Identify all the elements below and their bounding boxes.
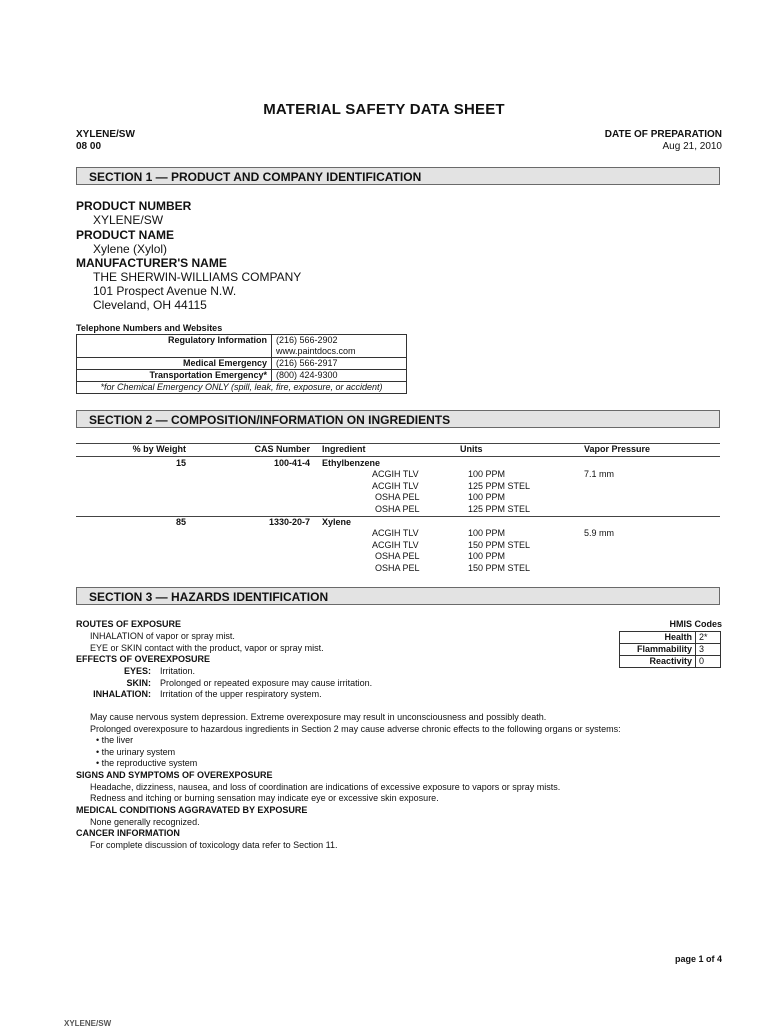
limit-agency: ACGIH TLV [372, 469, 419, 479]
header-product-code: XYLENE/SW [76, 129, 135, 140]
hmis-value: 2* [696, 632, 721, 644]
date-label: DATE OF PREPARATION [604, 129, 722, 140]
product-name-value: Xylene (Xylol) [93, 242, 168, 256]
section-2-heading: SECTION 2 — COMPOSITION/INFORMATION ON INGREDIENTS [76, 410, 720, 428]
telephone-row [77, 335, 407, 358]
col-header-units: Units [460, 444, 483, 454]
product-number-value: XYLENE/SW [93, 213, 164, 227]
limit-agency: OSHA PEL [375, 504, 420, 514]
general-line: May cause nervous system depression. Extreme overexposure may result in unconsciousness and possibly death. [90, 712, 547, 722]
limit-value: 125 PPM STEL [468, 504, 531, 514]
ingredient-cell: Xylene [322, 517, 352, 527]
routes-line: EYE or SKIN contact with the product, vapor or spray mist. [90, 643, 324, 653]
telephone-label: Transportation Emergency* [77, 370, 272, 382]
hmis-value: 0 [696, 656, 721, 668]
cancer-label: CANCER INFORMATION [76, 828, 180, 838]
document-title: MATERIAL SAFETY DATA SHEET [263, 101, 505, 118]
general-line: Prolonged overexposure to hazardous ingredients in Section 2 may cause adverse chronic effects to the following organs or systems: [90, 724, 621, 734]
date-value: Aug 21, 2010 [662, 141, 722, 152]
manufacturer-label: MANUFACTURER'S NAME [76, 256, 227, 270]
vapor-pressure-cell: 5.9 mm [584, 528, 615, 538]
limit-value: 150 PPM STEL [468, 540, 531, 550]
hmis-label: Reactivity [620, 656, 696, 668]
section-3-heading: SECTION 3 — HAZARDS IDENTIFICATION [76, 587, 720, 605]
effect-inhalation-text: Irritation of the upper respiratory system. [160, 689, 322, 699]
manufacturer-line: THE SHERWIN-WILLIAMS COMPANY [93, 270, 302, 284]
hmis-value: 3 [696, 644, 721, 656]
phone-number: (800) 424-9300 [272, 370, 407, 382]
weight-cell: 85 [175, 517, 186, 527]
telephone-note: *for Chemical Emergency ONLY (spill, leak, fire, exposure, or accident) [77, 382, 407, 394]
col-header-cas: CAS Number [254, 444, 310, 454]
product-number-label: PRODUCT NUMBER [76, 199, 192, 213]
signs-line: Headache, dizziness, nausea, and loss of coordination are indications of excessive exposure to vapors or spray mists. [90, 782, 561, 792]
signs-line: Redness and itching or burning sensation may indicate eye or excessive skin exposure. [90, 793, 439, 803]
date-block [605, 129, 722, 153]
telephone-heading: Telephone Numbers and Websites [76, 323, 223, 333]
header-revision: 08 00 [76, 141, 102, 152]
limit-agency: OSHA PEL [375, 492, 420, 502]
limit-value: 150 PPM STEL [468, 563, 531, 573]
telephone-label: Regulatory Information [77, 335, 272, 358]
organ-item: • the urinary system [96, 747, 176, 757]
cas-cell: 100-41-4 [273, 458, 310, 468]
organ-item: • the liver [96, 735, 134, 745]
limit-agency: ACGIH TLV [372, 481, 419, 491]
routes-label: ROUTES OF EXPOSURE [76, 619, 182, 629]
limit-agency: OSHA PEL [375, 551, 420, 561]
product-name-label: PRODUCT NAME [76, 228, 174, 242]
manufacturer-line: Cleveland, OH 44115 [93, 298, 207, 312]
col-header-weight: % by Weight [132, 444, 186, 454]
col-header-vapor-pressure: Vapor Pressure [584, 444, 651, 454]
ingredient-cell: Ethylbenzene [322, 458, 381, 468]
phone-number: (216) 566-2902 [276, 335, 338, 345]
limit-value: 100 PPM [468, 469, 506, 479]
col-header-ingredient: Ingredient [322, 444, 366, 454]
effect-eyes-label: EYES: [123, 666, 151, 676]
limit-agency: OSHA PEL [375, 563, 420, 573]
limit-value: 100 PPM [468, 492, 506, 502]
telephone-note-row [77, 382, 407, 394]
hmis-row [620, 644, 721, 656]
effect-skin-text: Prolonged or repeated exposure may cause irritation. [160, 678, 373, 688]
medical-label: MEDICAL CONDITIONS AGGRAVATED BY EXPOSURE [76, 805, 308, 815]
telephone-label: Medical Emergency [77, 358, 272, 370]
hmis-title: HMIS Codes [669, 619, 722, 629]
header-bottom-rule [76, 456, 720, 457]
effect-inhalation-label: INHALATION: [93, 689, 151, 699]
limit-value: 100 PPM [468, 528, 506, 538]
next-page-header-fragment: XYLENE/SW [64, 1019, 112, 1028]
hmis-row [620, 656, 721, 668]
telephone-table [76, 334, 407, 394]
weight-cell: 15 [175, 458, 186, 468]
hmis-row [620, 632, 721, 644]
telephone-row [77, 358, 407, 370]
phone-number: (216) 566-2917 [272, 358, 407, 370]
organ-item: • the reproductive system [96, 758, 198, 768]
vapor-pressure-cell: 7.1 mm [584, 469, 615, 479]
cancer-text: For complete discussion of toxicology data refer to Section 11. [90, 840, 338, 850]
hmis-label: Flammability [620, 644, 696, 656]
cas-cell: 1330-20-7 [268, 517, 310, 527]
effect-eyes-text: Irritation. [160, 666, 196, 676]
effect-skin-label: SKIN: [126, 678, 151, 688]
limit-value: 100 PPM [468, 551, 506, 561]
limit-agency: ACGIH TLV [372, 540, 419, 550]
medical-text: None generally recognized. [90, 817, 200, 827]
effects-label: EFFECTS OF OVEREXPOSURE [76, 654, 211, 664]
hmis-table [619, 631, 721, 668]
section-1-heading: SECTION 1 — PRODUCT AND COMPANY IDENTIFICATION [76, 167, 720, 185]
telephone-row [77, 370, 407, 382]
limit-value: 125 PPM STEL [468, 481, 531, 491]
hmis-label: Health [620, 632, 696, 644]
telephone-value [272, 335, 407, 358]
website-link[interactable]: www.paintdocs.com [276, 346, 356, 356]
routes-line: INHALATION of vapor or spray mist. [90, 631, 235, 641]
manufacturer-line: 101 Prospect Avenue N.W. [93, 284, 237, 298]
page-number: page 1 of 4 [674, 954, 722, 964]
limit-agency: ACGIH TLV [372, 528, 419, 538]
signs-label: SIGNS AND SYMPTOMS OF OVEREXPOSURE [76, 770, 273, 780]
